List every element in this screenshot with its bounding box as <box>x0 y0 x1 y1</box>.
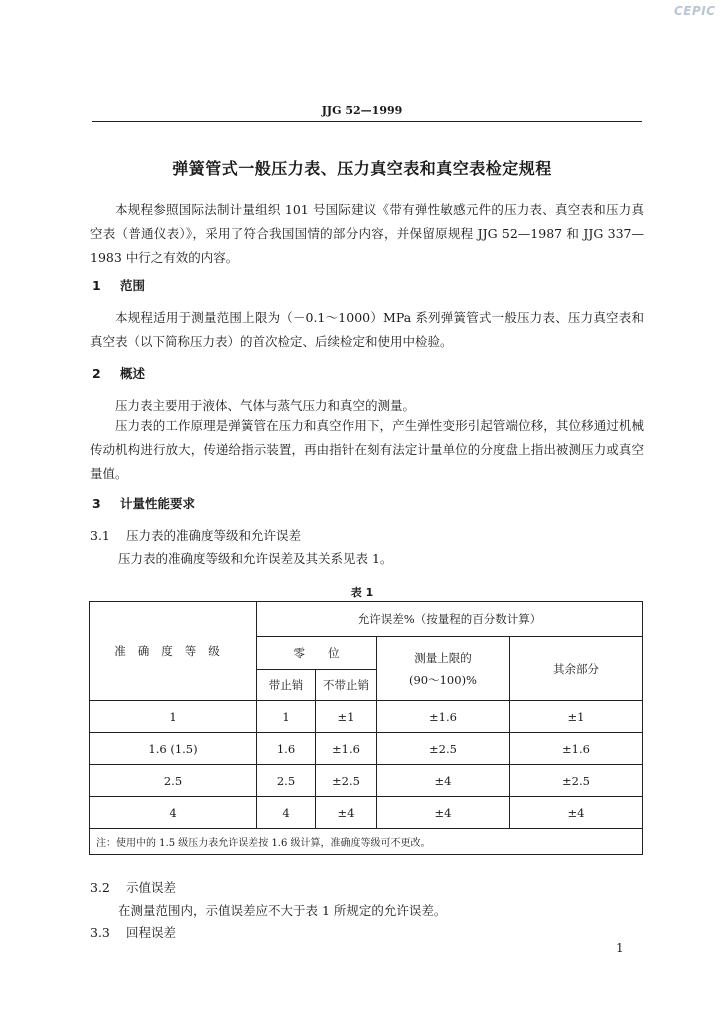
cell-without-stop: ±1 <box>316 701 377 733</box>
accuracy-table <box>89 601 643 855</box>
watermark-logo: CEPIC <box>674 4 716 18</box>
table-row <box>90 733 643 765</box>
cell-without-stop: ±1.6 <box>316 733 377 765</box>
document-title: 弹簧管式一般压力表、压力真空表和真空表检定规程 <box>172 159 552 178</box>
grade-column-header: 准确度等级 <box>90 602 257 701</box>
section-title: 压力表的准确度等级和允许误差 <box>126 528 302 543</box>
section-3-1-heading <box>90 526 301 544</box>
cell-rest: ±1.6 <box>510 733 643 765</box>
page-number: 1 <box>616 941 624 955</box>
cell-without-stop: ±4 <box>316 797 377 829</box>
without-stop-header: 不带止销 <box>316 670 377 701</box>
cell-grade: 1.6 (1.5) <box>90 733 257 765</box>
section-3-heading <box>92 494 195 512</box>
table-note: 注：使用中的 1.5 级压力表允许误差按 1.6 级计算，准确度等级可不更改。 <box>90 829 643 855</box>
section-number: 3.1 <box>90 528 110 543</box>
table-row <box>90 797 643 829</box>
upper-limit-header <box>377 637 510 701</box>
cell-grade: 2.5 <box>90 765 257 797</box>
section-2-text-2: 压力表的工作原理是弹簧管在压力和真空作用下，产生弹性变形引起管端位移，其位移通过机械传动机构进行放大，传递给指示装置，再由指针在刻有法定计量单位的分度盘上指出被测压力或真空量值。 <box>90 418 644 481</box>
cell-with-stop: 1 <box>257 701 316 733</box>
allowed-error-header: 允许误差%（按量程的百分数计算） <box>257 602 643 637</box>
cell-upper: ±4 <box>377 797 510 829</box>
header-rule <box>92 121 642 122</box>
standard-code-header: JJG 52—1999 <box>321 104 403 117</box>
section-title: 范围 <box>120 278 146 293</box>
section-number: 3 <box>92 496 101 511</box>
cell-upper: ±4 <box>377 765 510 797</box>
upper-limit-header-line1: 测量上限的 <box>414 650 472 665</box>
cell-grade: 4 <box>90 797 257 829</box>
section-title: 示值误差 <box>126 880 177 895</box>
section-3-3-heading <box>90 923 176 941</box>
upper-limit-header-line2: (90～100)% <box>409 672 477 687</box>
cell-upper: ±1.6 <box>377 701 510 733</box>
table-row <box>90 765 643 797</box>
section-title: 概述 <box>120 366 146 381</box>
section-2-text-1: 压力表主要用于液体、气体与蒸气压力和真空的测量。 <box>115 398 416 413</box>
section-3-2-heading <box>90 878 176 896</box>
cell-rest: ±4 <box>510 797 643 829</box>
rest-header: 其余部分 <box>510 637 643 701</box>
cell-without-stop: ±2.5 <box>316 765 377 797</box>
intro-paragraph: 本规程参照国际法制计量组织 101 号国际建议《带有弹性敏感元件的压力表、真空表和压力真空表（普通仪表）》，采用了符合我国国情的部分内容，并保留原规程 JJG 52—1987 和 JJG 337—1983 中行之有效的内容。 <box>90 202 644 265</box>
section-number: 3.2 <box>90 880 110 895</box>
table-row <box>90 701 643 733</box>
cell-grade: 1 <box>90 701 257 733</box>
section-3-2-text: 在测量范围内，示值误差应不大于表 1 所规定的允许误差。 <box>118 903 447 918</box>
cell-rest: ±2.5 <box>510 765 643 797</box>
cell-with-stop: 1.6 <box>257 733 316 765</box>
section-title: 计量性能要求 <box>120 496 196 511</box>
cell-with-stop: 2.5 <box>257 765 316 797</box>
section-title: 回程误差 <box>126 925 177 940</box>
section-number: 3.3 <box>90 925 110 940</box>
section-3-1-text: 压力表的准确度等级和允许误差及其关系见表 1。 <box>118 551 393 566</box>
section-number: 1 <box>92 278 101 293</box>
with-stop-header: 带止销 <box>257 670 316 701</box>
section-1-heading <box>92 276 145 294</box>
cell-upper: ±2.5 <box>377 733 510 765</box>
section-number: 2 <box>92 366 101 381</box>
section-2-heading <box>92 364 145 382</box>
zero-position-header: 零 位 <box>257 637 377 670</box>
cell-with-stop: 4 <box>257 797 316 829</box>
cell-rest: ±1 <box>510 701 643 733</box>
table-caption: 表 1 <box>350 586 374 599</box>
section-1-text: 本规程适用于测量范围上限为（－0.1～1000）MPa 系列弹簧管式一般压力表、压力真空表和真空表（以下简称压力表）的首次检定、后续检定和使用中检验。 <box>90 310 644 349</box>
